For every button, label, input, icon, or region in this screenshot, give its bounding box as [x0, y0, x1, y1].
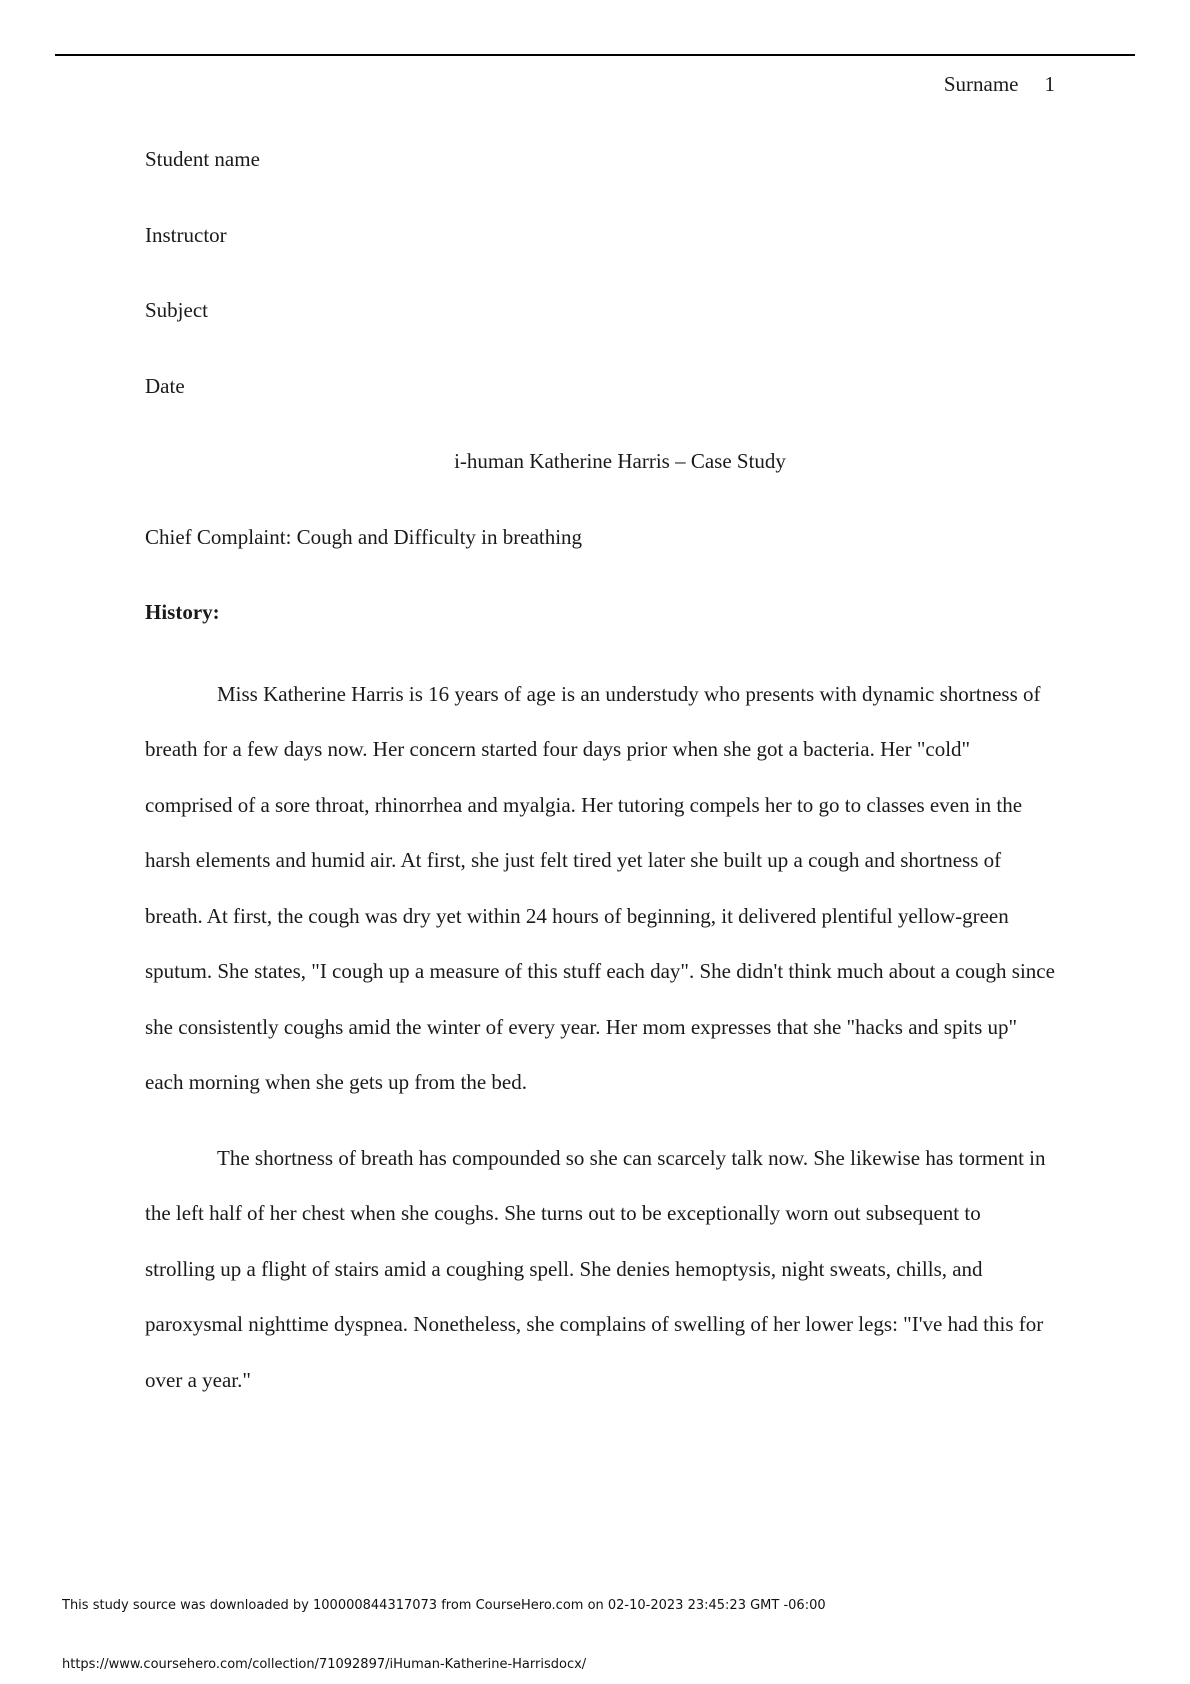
chief-complaint: Chief Complaint: Cough and Difficulty in breathing [145, 524, 583, 549]
running-head-surname: Surname [943, 72, 1019, 96]
page-number: 1 [1044, 72, 1055, 96]
history-heading: History: [145, 600, 220, 624]
source-url-link[interactable]: https://www.coursehero.com/collection/71092897/iHuman-Katherine-Harrisdocx/ [62, 1657, 587, 1672]
document-body [145, 138, 1055, 1408]
date-line: Date [145, 373, 185, 398]
running-head [944, 72, 1055, 97]
history-paragraph-1: Miss Katherine Harris is 16 years of age is an understudy who presents with dynamic shortness of breath for a few days now. Her concern started four days prior when she got a bacteria. Her "cold" comprised of a sore throat, rhinorrhea and myalgia. Her tutoring compels her to go to classes even in the harsh elements and humid air. At first, she just felt tired yet later she built up a cough and shortness of breath. At first, the cough was dry yet within 24 hours of beginning, it delivered plentiful yellow-green sputum. She states, "I cough up a measure of this stuff each day". She didn't think much about a cough since she consistently coughs amid the winter of every year. Her mom expresses that she "hacks and spits up" each morning when she gets up from the bed. [145, 681, 1055, 1094]
history-paragraph-2: The shortness of breath has compounded so she can scarcely talk now. She likewise has torment in the left half of her chest when she coughs. She turns out to be exceptionally worn out subsequent to strolling up a flight of stairs amid a coughing spell. She denies hemoptysis, night sweats, chills, and paroxysmal nighttime dyspnea. Nonetheless, she complains of swelling of her lower legs: "I've had this for over a year." [145, 1145, 1046, 1392]
instructor-line: Instructor [145, 222, 227, 247]
download-source-note: This study source was downloaded by 100000844317073 from CourseHero.com on 02-10-2023 23:45:23 GMT -06:00 [62, 1598, 826, 1613]
header-rule [55, 54, 1135, 56]
document-title: i-human Katherine Harris – Case Study [454, 449, 786, 473]
student-name-line: Student name [145, 147, 260, 171]
paragraph-gap [145, 1111, 1055, 1131]
subject-line: Subject [145, 298, 208, 322]
